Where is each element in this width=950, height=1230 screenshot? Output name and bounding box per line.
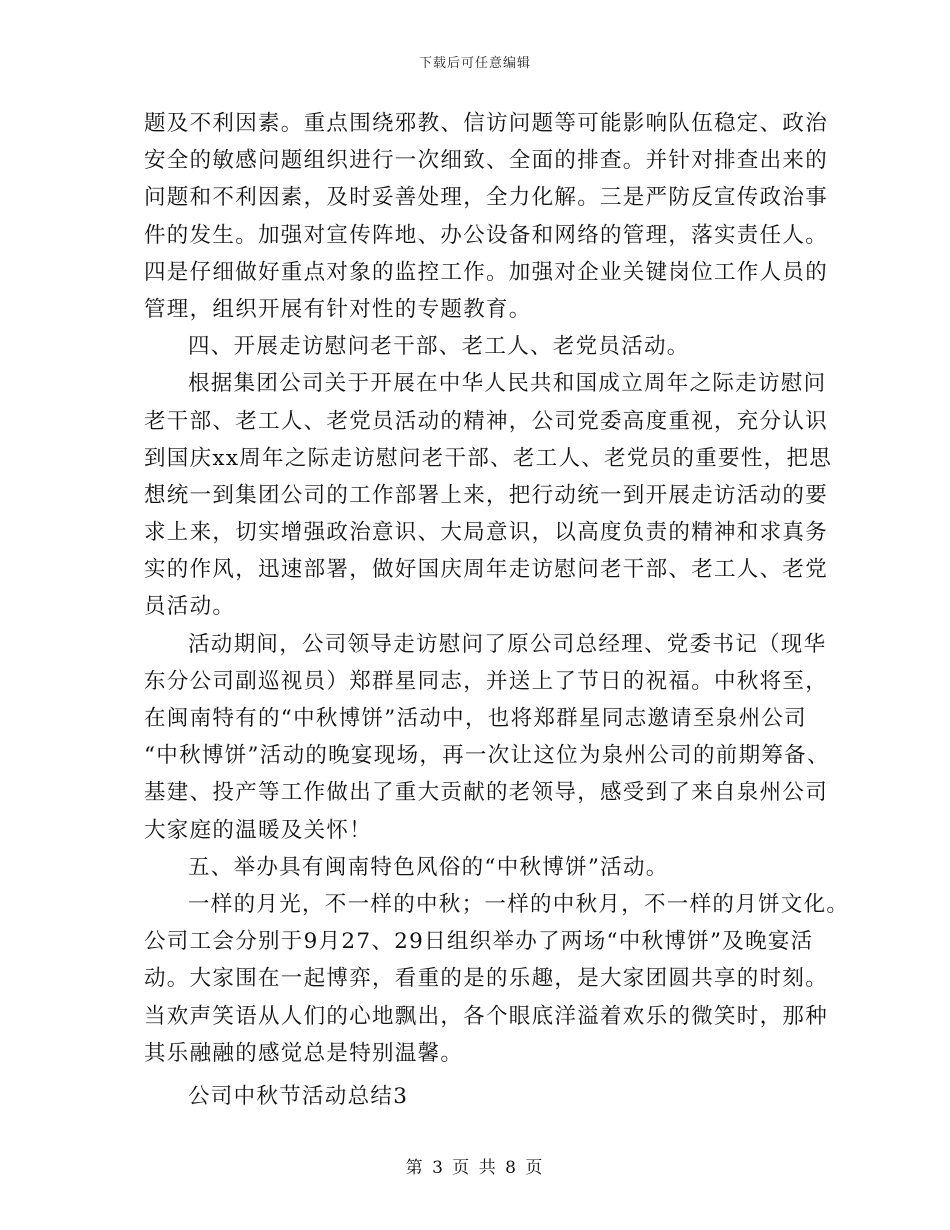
text-line: 求上来，切实增强政治意识、大局意识，以高度负责的精神和求真务 [144, 520, 829, 546]
text-line: 老干部、老工人、老党员活动的精神，公司党委高度重视，充分认识 [144, 408, 829, 434]
text-line: 基建、投产等工作做出了重大贡献的老领导，感受到了来自泉州公司 [144, 780, 829, 806]
text-line: 到国庆xx周年之际走访慰问老干部、老工人、老党员的重要性，把思 [144, 445, 833, 471]
text-line: 四是仔细做好重点对象的监控工作。加强对企业关键岗位工作人员的 [144, 259, 829, 285]
text-line: 实的作风，迅速部署，做好国庆周年走访慰问老干部、老工人、老党 [144, 557, 829, 583]
text-line: 安全的敏感问题组织进行一次细致、全面的排查。并针对排查出来的 [144, 148, 829, 174]
text-line: 当欢声笑语从人们的心地飘出，各个眼底洋溢着欢乐的微笑时，那种 [144, 1003, 829, 1029]
text-line: 活动期间，公司领导走访慰问了原公司总经理、党委书记（现华 [188, 631, 827, 657]
text-line: 其乐融融的感觉总是特别温馨。 [144, 1040, 464, 1066]
text-line: 大家庭的温暖及关怀！ [144, 817, 373, 843]
text-line: 动。大家围在一起博弈，看重的是的乐趣，是大家团圆共享的时刻。 [144, 966, 829, 992]
text-line: 想统一到集团公司的工作部署上来，把行动统一到开展走访活动的要 [144, 482, 829, 508]
text-line: “中秋博饼”活动的晚宴现场，再一次让这位为泉州公司的前期筹备、 [144, 743, 830, 769]
text-line: 一样的月光，不一样的中秋；一样的中秋月，不一样的月饼文化。 [188, 891, 850, 917]
text-line: 公司工会分别于9月27、29日组织举办了两场“中秋博饼”及晚宴活 [144, 929, 814, 955]
body-text [144, 105, 850, 1115]
text-line: 件的发生。加强对宣传阵地、办公设备和网络的管理，落实责任人。 [144, 222, 829, 248]
text-line: 员活动。 [144, 594, 236, 620]
text-line: 在闽南特有的“中秋博饼”活动中，也将郑群星同志邀请至泉州公司 [144, 706, 807, 731]
text-line: 题及不利因素。重点围绕邪教、信访问题等可能影响队伍稳定、政治 [144, 111, 829, 136]
section-heading: 四、开展走访慰问老干部、老工人、老党员活动。 [188, 334, 690, 360]
text-line: 东分公司副巡视员）郑群星同志，并送上了节日的祝福。中秋将至， [144, 668, 829, 694]
text-line: 管理，组织开展有针对性的专题教育。 [144, 296, 532, 322]
section-title: 公司中秋节活动总结3 [188, 1083, 409, 1109]
page-number: 第 3 页 共 8 页 [405, 1158, 545, 1178]
text-line: 根据集团公司关于开展在中华人民共和国成立周年之际走访慰问 [188, 371, 827, 397]
text-line: 问题和不利因素，及时妥善处理，全力化解。三是严防反宣传政治事 [144, 185, 829, 211]
section-heading: 五、举办具有闽南特色风俗的“中秋博饼”活动。 [188, 854, 669, 880]
header-note: 下载后可任意编辑 [418, 56, 531, 71]
